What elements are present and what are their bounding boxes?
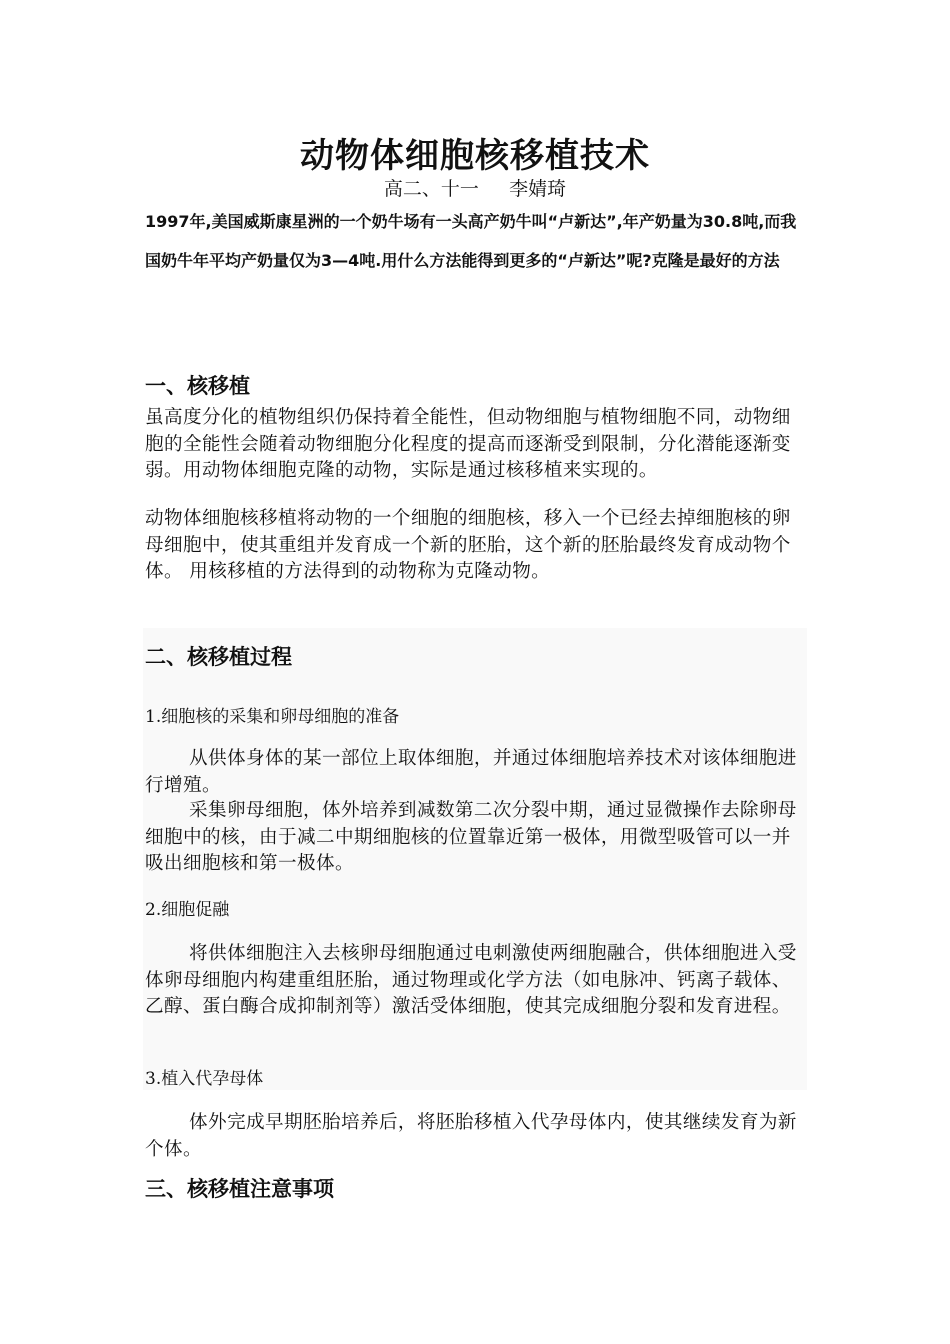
author-byline: 高二、十一 李婧琦 (383, 178, 567, 200)
intro-paragraph: 1997年,美国威斯康星洲的一个奶牛场有一头高产奶牛叫“卢新达”,年产奶量为30.8吨,而我国奶牛年平均产奶量仅为3—4吨.用什么方法能得到更多的“卢新达”呢?克隆是最好的方法 (145, 212, 797, 270)
step2-title: 2.细胞促融 (145, 900, 230, 920)
step1-paragraph-1: 从供体身体的某一部位上取体细胞，并通过体细胞培养技术对该体细胞进行增殖。 (145, 748, 797, 796)
section3-heading: 三、核移植注意事项 (145, 1177, 334, 1201)
section1-heading: 一、核移植 (145, 374, 250, 398)
step2-paragraph: 将供体细胞注入去核卵母细胞通过电刺激使两细胞融合，供体细胞进入受体卵母细胞内构建重组胚胎，通过物理或化学方法（如电脉冲、钙离子载体、乙醇、蛋白酶合成抑制剂等）激活受体细胞，使其完成细胞分裂和发育进程。 (145, 943, 797, 1018)
step1-paragraph-2: 采集卵母细胞，体外培养到减数第二次分裂中期，通过显微操作去除卵母细胞中的核，由于减二中期细胞核的位置靠近第一极体，用微型吸管可以一并吸出细胞核和第一极体。 (145, 800, 797, 875)
section1-paragraph-2: 动物体细胞核移植将动物的一个细胞的细胞核，移入一个已经去掉细胞核的卵母细胞中，使其重组并发育成一个新的胚胎，这个新的胚胎最终发育成动物个体。 用核移植的方法得到的动物称为克隆动物。 (145, 508, 791, 583)
section1-paragraph-1: 虽高度分化的植物组织仍保持着全能性，但动物细胞与植物细胞不同，动物细胞的全能性会随着动物细胞分化程度的提高而逐渐受到限制，分化潜能逐渐变弱。用动物体细胞克隆的动物，实际是通过核移植来实现的。 (145, 407, 791, 482)
section2-heading: 二、核移植过程 (145, 645, 292, 669)
step3-title: 3.植入代孕母体 (145, 1069, 264, 1089)
document-title: 动物体细胞核移植技术 (300, 136, 650, 176)
step3-paragraph: 体外完成早期胚胎培养后，将胚胎移植入代孕母体内，使其继续发育为新个体。 (145, 1112, 797, 1160)
step1-title: 1.细胞核的采集和卵母细胞的准备 (145, 707, 400, 727)
